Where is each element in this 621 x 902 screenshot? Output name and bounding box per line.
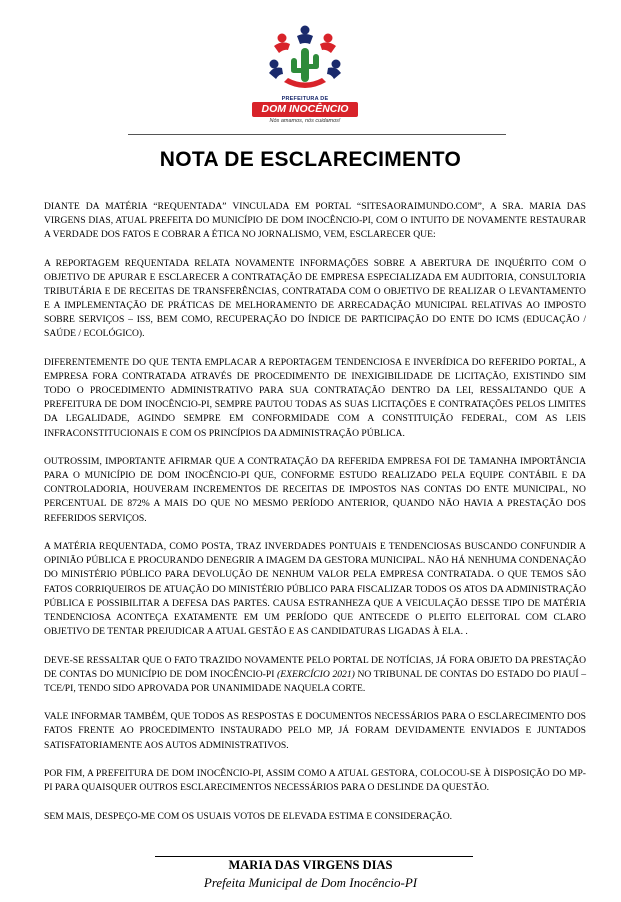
- logo-slogan: Nós amamos, nós cuidamos!: [269, 118, 341, 124]
- paragraph-contract: DIFERENTEMENTE DO QUE TENTA EMPLACAR A REPORTAGEM TENDENCIOSA E INVERÍDICA DO REFERIDO PORTAL, A EMPRESA FORA CONTRATADA ATRAVÉS DE PROCEDIMENTO DE INEXIGIBILIDADE DE LICITAÇÃO, EXISTINDO SIM TODO O PROCEDIMENTO ADMINISTRATIVO PARA SUA CONTRATAÇÃO DENTRO DA LEI, RESSALTANDO QUE A PREFEITURA DE DOM INOCÊNCIO-PI, SEMPRE PAUTOU TODAS AS SUAS LICITAÇÕES E CONTRATAÇÕES PELOS LIMITES DA LEGALIDADE, AGINDO SEMPRE EM CONFORMIDADE COM A CONSTITUIÇÃO FEDERAL, COM AS LEIS INFRACONSTITUCIONAIS E COM OS PRINCÍPIOS DA ADMINISTRAÇÃO PÚBLICA.: [44, 357, 586, 439]
- signature-name: MARIA DAS VIRGENS DIAS: [228, 858, 393, 872]
- paragraph-inaccuracies: A MATÉRIA REQUENTADA, COMO POSTA, TRAZ INVERDADES PONTUAIS E TENDENCIOSAS BUSCANDO CONFUNDIR A OPINIÃO PÚBLICA E PROCURANDO DENEGRIR A IMAGEM DA GESTORA MUNICIPAL. NÃO HÁ NENHUMA CONDENAÇÃO DO MINISTÉRIO PÚBLICO PARA DEVOLUÇÃO DE NENHUM VALOR PELA EMPRESA CONTRATADA. O QUE TEMOS SÃO FATOS CORRIQUEIROS DE ATUAÇÃO DO MINISTÉRIO PÚBLICO PARA FISCALIZAR TODOS OS ATOS DA ADMINISTRAÇÃO PÚBLICA E POSSIBILITAR A DEFESA DAS PARTES. CAUSA ESTRANHEZA QUE A VEICULAÇÃO DESSE TIPO DE MATÉRIA TENDENCIOSA ACONTEÇA EXATAMENTE EM UM PERÍODO QUE ANTECEDE O PLEITO ELEITORAL COM CLARO OBJETIVO DE TENTAR PREJUDICAR A ATUAL GESTÃO E AS CANDIDATURAS LIGADAS À ELA. .: [44, 541, 586, 637]
- page-title: NOTA DE ESCLARECIMENTO: [159, 148, 462, 171]
- paragraph-audit: [44, 654, 586, 696]
- logo-top-text: PREFEITURA DE: [281, 96, 329, 102]
- paragraph-importance: OUTROSSIM, IMPORTANTE AFIRMAR QUE A CONTRATAÇÃO DA REFERIDA EMPRESA FOI DE TAMANHA IMPORTÂNCIA PARA O MUNICÍPIO DE DOM INOCÊNCIO-PI QUE, CONFORME ESTUDO REALIZADO PELA EQUIPE CONTÁBIL E DA CONTROLADORIA, HOUVERAM INCREMENTOS DE RECEITAS DE IMPOSTOS NAS CONTAS DO ENTE MUNICIPAL, NO PERCENTUAL DE 872% A MAIS DO QUE NO MESMO PERÍODO ANTERIOR, QUANDO NÃO HAVIA A PRESTAÇÃO DOS REFERIDOS SERVIÇOS.: [44, 456, 586, 524]
- paragraph-report: A REPORTAGEM REQUENTADA RELATA NOVAMENTE INFORMAÇÕES SOBRE A ABERTURA DE INQUÉRITO COM O OBJETIVO DE APURAR E ESCLARECER A CONTRATAÇÃO DE EMPRESA ESPECIALIZADA EM AUDITORIA, CONSULTORIA TRIBUTÁRIA E DE RECEITAS DE TRANSFERÊNCIAS, CONTRATADA COM O OBJETIVO DE REALIZAR O LEVANTAMENTO E A IMPLEMENTAÇÃO DE PRÁTICAS DE MELHORAMENTO DE ARRECADAÇÃO MUNICIPAL RELATIVAS AO IMPOSTO SOBRE SERVIÇOS – ISS, BEM COMO, RECUPERAÇÃO DO ÍNDICE DE PARTICIPAÇÃO DO ENTE DO ICMS (EDUCAÇÃO / SAÚDE / ECOLÓGICO).: [44, 257, 586, 340]
- paragraph-availability: POR FIM, A PREFEITURA DE DOM INOCÊNCIO-PI, ASSIM COMO A ATUAL GESTORA, COLOCOU-SE À DISPOSIÇÃO DO MP-PI PARA QUAISQUER OUTROS ESCLARECIMENTOS NECESSÁRIOS PARA O DESLINDE DA QUESTÃO.: [44, 768, 586, 794]
- paragraph-closing: SEM MAIS, DESPEÇO-ME COM OS USUAIS VOTOS DE ELEVADA ESTIMA E CONSIDERAÇÃO.: [44, 811, 453, 823]
- signature-title: Prefeita Municipal de Dom Inocêncio-PI: [203, 875, 418, 890]
- paragraph-intro: DIANTE DA MATÉRIA “REQUENTADA” VINCULADA EM PORTAL “SITESAORAIMUNDO.COM”, A SRA. MARIA DAS VIRGENS DIAS, ATUAL PREFEITA DO MUNICÍPIO DE DOM INOCÊNCIO-PI, COM O INTUITO DE NOVAMENTE RESTAURAR A VERDADE DOS FATOS E COBRAR A ÉTICA NO JORNALISMO, VEM, ESCLARECER QUE:: [44, 201, 586, 241]
- paragraph-documents: VALE INFORMAR TAMBÉM, QUE TODOS AS RESPOSTAS E DOCUMENTOS NECESSÁRIOS PARA O ESCLARECIMENTO DOS FATOS FRENTE AO PROCEDIMENTO INSTAURADO PELO MP, JÁ FORAM DEVIDAMENTE ENVIADOS E JUNTADOS SATISFATORIAMENTE AOS AUTOS ADMINISTRATIVOS.: [44, 711, 586, 751]
- document-body: [44, 200, 586, 839]
- paragraph-audit-italic: (EXERCÍCIO 2021): [277, 668, 355, 680]
- municipality-logo: [250, 20, 360, 124]
- logo-name: DOM INOCÊNCIO: [252, 102, 358, 117]
- signature-line: [155, 856, 473, 857]
- header-divider: [128, 134, 506, 135]
- paragraph-audit-part2: NO TRIBUNAL DE CONTAS DO ESTADO DO PIAUÍ – TCE/PI, TENDO SIDO APROVADA POR UNANIMIDADE NAQUELA CORTE.: [44, 668, 586, 694]
- paragraph-audit-part1: DEVE-SE RESSALTAR QUE O FATO TRAZIDO NOVAMENTE PELO PORTAL DE NOTÍCIAS, JÁ FORA OBJETO DA PRESTAÇÃO DE CONTAS DO MUNICÍPIO DE DOM INOCÊNCIO-PI: [44, 654, 586, 680]
- people-circle-cactus-icon: [250, 20, 360, 100]
